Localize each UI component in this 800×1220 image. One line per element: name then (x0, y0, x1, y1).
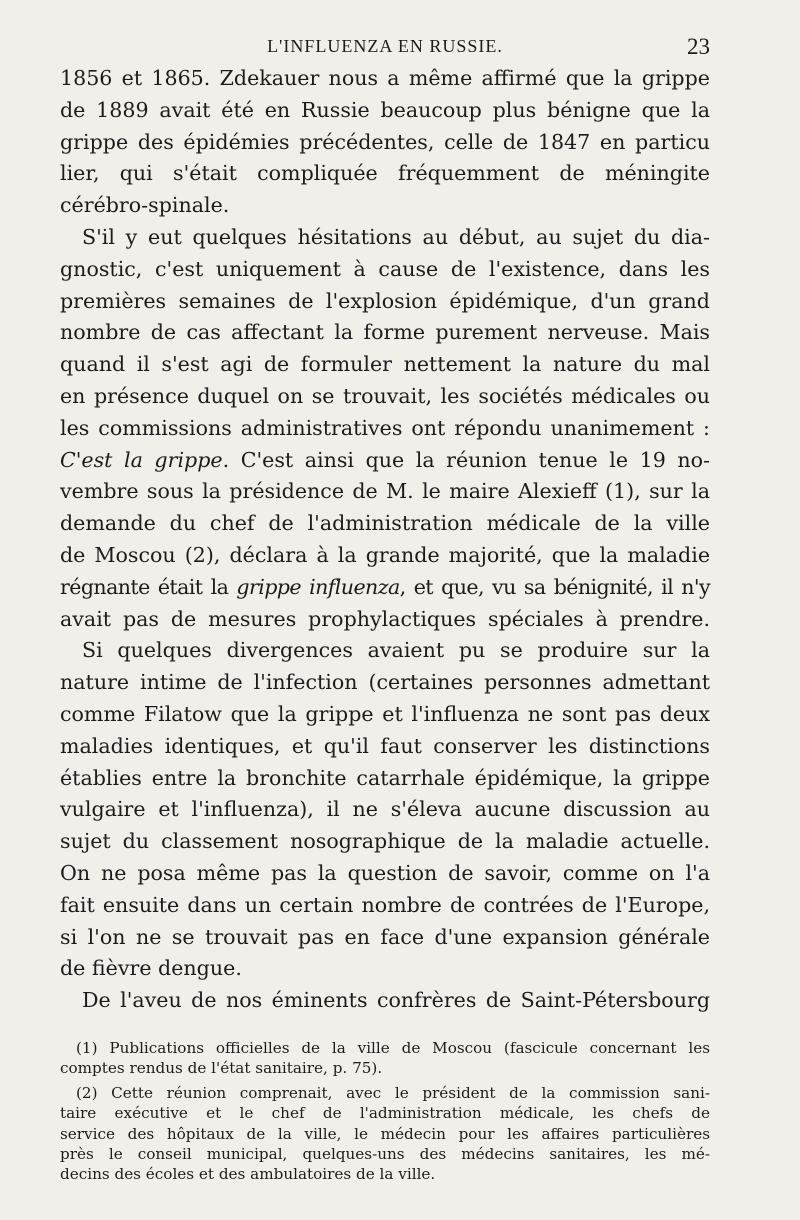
footnote-line: service des hôpitaux de la ville, le médecin pour les affaires particulières (60, 1124, 710, 1143)
text-segment: régnante était la (60, 574, 237, 599)
text-line: vulgaire et l'influenza), il ne s'éleva aucune discussion au (60, 797, 710, 822)
text-line: de Moscou (2), déclara à la grande majorité, que la maladie (60, 542, 710, 567)
text-line: en présence duquel on se trouvait, les sociétés médicales ou (60, 383, 710, 408)
text-line: vembre sous la présidence de M. le maire Alexieff (1), sur la (60, 479, 710, 504)
text-line: sujet du classement nosographique de la maladie actuelle. (60, 829, 710, 854)
footnote-line: decins des écoles et des ambulatoires de la ville. (60, 1165, 436, 1184)
text-line: fait ensuite dans un certain nombre de contrées de l'Europe, (60, 892, 710, 917)
page-number: 23 (687, 34, 710, 59)
text-line: grippe des épidémies précédentes, celle de 1847 en particu (60, 129, 710, 154)
text-line: avait pas de mesures prophylactiques spéciales à prendre. (60, 606, 710, 631)
main-text (60, 63, 710, 1017)
text-line: S'il y eut quelques hésitations au début, au sujet du dia- (82, 224, 710, 249)
text-line: de fièvre dengue. (60, 956, 242, 981)
text-segment: . C'est ainsi que la réunion tenue le 19 no- (222, 447, 710, 472)
text-line: 1856 et 1865. Zdekauer nous a même affirmé que la grippe (60, 66, 710, 90)
text-line: nature intime de l'infection (certaines personnes admettant (60, 670, 710, 695)
text-line: de 1889 avait été en Russie beaucoup plus bénigne que la (60, 97, 710, 122)
text-line: les commissions administratives ont répondu unanimement : (60, 415, 710, 440)
text-line: cérébro-spinale. (60, 193, 230, 218)
text-line: demande du chef de l'administration médicale de la ville (60, 511, 710, 536)
text-line: nombre de cas affectant la forme purement nerveuse. Mais (60, 320, 710, 345)
page-header (60, 34, 710, 64)
text-line: Si quelques divergences avaient pu se produire sur la (82, 638, 710, 663)
text-line: gnostic, c'est uniquement à cause de l'existence, dans les (60, 256, 710, 281)
footnote-line: près le conseil municipal, quelques-uns des médecins sanitaires, les mé- (60, 1144, 710, 1163)
text-line: premières semaines de l'explosion épidémique, d'un grand (60, 288, 710, 313)
text-line: lier, qui s'était compliquée fréquemment de méningite (60, 161, 710, 186)
footnotes (60, 1038, 710, 1185)
text-segment: , et que, vu sa bénignité, il n'y (399, 574, 710, 599)
italic-phrase: C'est la grippe (60, 447, 223, 472)
footnote-line: taire exécutive et le chef de l'administration médicale, les chefs de (60, 1104, 710, 1123)
footnote-line: comptes rendus de l'état sanitaire, p. 75). (60, 1059, 383, 1078)
footnote-line: (1) Publications officielles de la ville de Moscou (fascicule concernant les (76, 1039, 710, 1057)
text-line: On ne posa même pas la question de savoir, comme on l'a (60, 860, 710, 885)
italic-phrase: grippe influenza (236, 574, 400, 599)
running-title: L'INFLUENZA EN RUSSIE. (267, 36, 503, 56)
text-line: maladies identiques, et qu'il faut conserver les distinctions (60, 733, 710, 758)
text-line: comme Filatow que la grippe et l'influenza ne sont pas deux (60, 701, 710, 726)
text-line-with-italic (60, 572, 710, 604)
text-line: établies entre la bronchite catarrhale épidémique, la grippe (60, 765, 710, 790)
text-line: quand il s'est agi de formuler nettement la nature du mal (60, 352, 710, 377)
footnote-line: (2) Cette réunion comprenait, avec le président de la commission sani- (76, 1083, 710, 1102)
text-line: De l'aveu de nos éminents confrères de Saint-Pétersbourg (82, 988, 710, 1013)
text-line: si l'on ne se trouvait pas en face d'une expansion générale (60, 924, 710, 949)
text-line-with-italic (60, 445, 710, 477)
